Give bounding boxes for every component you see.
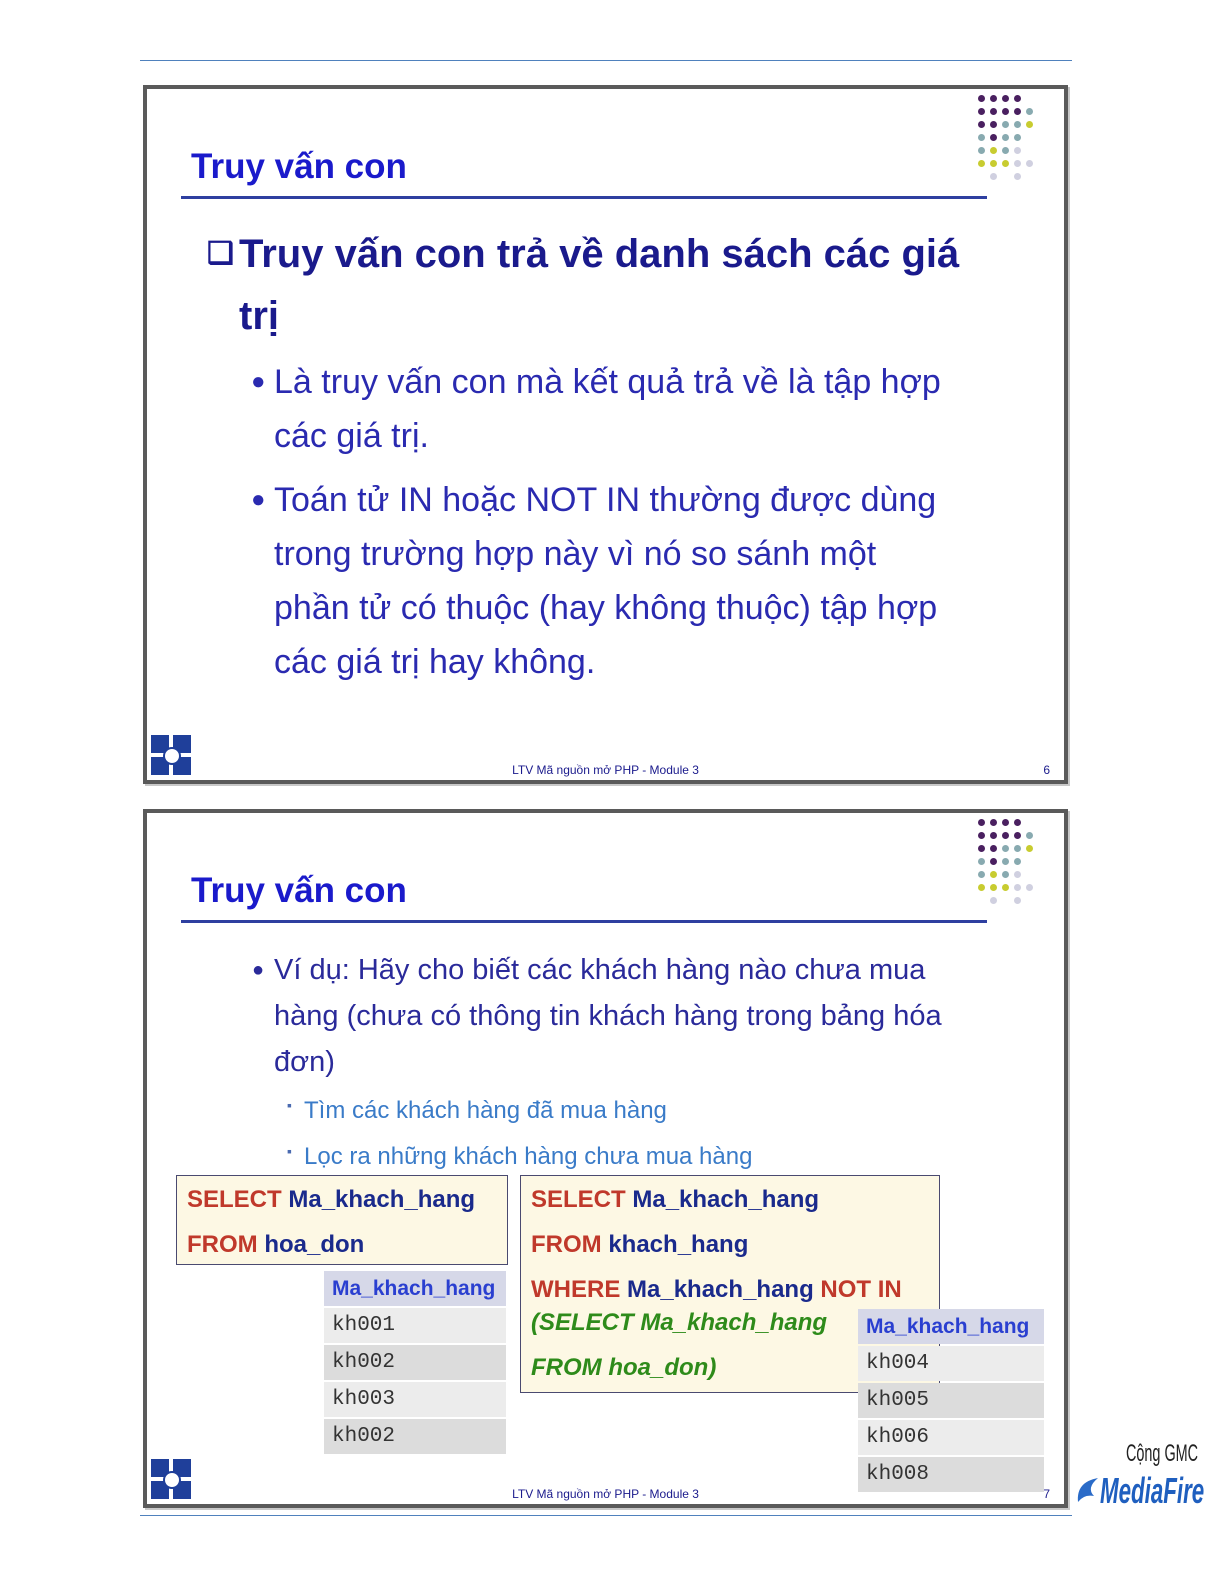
dot	[990, 147, 997, 154]
title-rule	[181, 920, 987, 923]
table-row: kh001	[324, 1308, 506, 1343]
sql-keyword: SELECT	[531, 1186, 626, 1213]
slide-footer: LTV Mã nguồn mở PHP - Module 3	[512, 763, 699, 777]
dot	[978, 134, 985, 141]
dot	[1002, 858, 1009, 865]
dot	[1002, 819, 1009, 826]
watermark-line-2: MediaFire	[1100, 1470, 1205, 1511]
dot	[1002, 95, 1009, 102]
dot	[1002, 871, 1009, 878]
dot	[1002, 121, 1009, 128]
subquery-line-2: FROM hoa_don)	[531, 1354, 717, 1381]
dot	[978, 845, 985, 852]
bullet-2-line-1: Toán tử IN hoặc NOT IN thường được dùng	[274, 481, 937, 519]
dot	[1002, 884, 1009, 891]
dot	[990, 819, 997, 826]
sql-identifier: Ma_khach_hang	[288, 1186, 476, 1213]
dot	[990, 871, 997, 878]
dot	[1014, 95, 1021, 102]
slide-7	[143, 809, 1068, 1508]
dot	[1026, 160, 1033, 167]
heading-line-2: trị	[239, 294, 279, 338]
table-row: kh008	[858, 1457, 1044, 1492]
bullet-2-line-2: trong trường hợp này vì nó so sánh một	[274, 535, 877, 573]
bullet-1-line-2: các giá trị.	[274, 417, 429, 455]
dot	[1002, 832, 1009, 839]
dot	[990, 832, 997, 839]
table-row: kh005	[858, 1383, 1044, 1418]
table-header: Ma_khach_hang	[324, 1271, 506, 1306]
table-header: Ma_khach_hang	[858, 1309, 1044, 1344]
heading-marker: ❑	[207, 237, 234, 270]
page-bottom-rule	[140, 1515, 1072, 1516]
dot	[990, 897, 997, 904]
bullet-2-line-4: các giá trị hay không.	[274, 643, 596, 681]
dot	[978, 884, 985, 891]
sub-marker: ▪	[287, 1143, 292, 1159]
code-box-left	[176, 1175, 508, 1265]
slide-footer: LTV Mã nguồn mở PHP - Module 3	[512, 1487, 699, 1501]
sql-identifier: khach_hang	[608, 1231, 749, 1258]
sql-identifier: Ma_khach_hang	[627, 1276, 814, 1303]
sub-marker: ▪	[287, 1097, 292, 1113]
sql-identifier: Ma_khach_hang	[632, 1186, 820, 1213]
bullet-marker: ●	[251, 486, 266, 513]
dot	[1002, 845, 1009, 852]
table-row: kh003	[324, 1382, 506, 1417]
subquery-line-1: (SELECT Ma_khach_hang	[531, 1309, 828, 1336]
dot	[990, 173, 997, 180]
page-number: 6	[1043, 763, 1050, 777]
sub-item-1: Tìm các khách hàng đã mua hàng	[304, 1097, 667, 1124]
page-number: 7	[1043, 1487, 1050, 1501]
slide-title: Truy vấn con	[191, 147, 407, 186]
sql-keyword: WHERE	[531, 1276, 621, 1303]
title-rule	[181, 196, 987, 199]
dot	[1014, 845, 1021, 852]
page-top-rule	[140, 60, 1072, 61]
table-row: kh006	[858, 1420, 1044, 1455]
dot	[978, 121, 985, 128]
example-line-2: hàng (chưa có thông tin khách hàng trong bảng hóa	[274, 1000, 942, 1032]
dot	[1014, 819, 1021, 826]
dot	[1026, 108, 1033, 115]
sql-keyword: FROM	[531, 1231, 602, 1258]
example-line-3: đơn)	[274, 1046, 335, 1078]
dot	[978, 858, 985, 865]
dot	[990, 858, 997, 865]
dot	[978, 108, 985, 115]
table-row: kh002	[324, 1345, 506, 1380]
dot	[1014, 173, 1021, 180]
dot	[1026, 884, 1033, 891]
example-line-1: Ví dụ: Hãy cho biết các khách hàng nào chưa mua	[274, 954, 926, 986]
mediafire-watermark-icon	[1072, 1440, 1212, 1540]
dot	[978, 95, 985, 102]
decorative-dots-icon	[978, 95, 1042, 191]
sql-keyword: NOT IN	[820, 1276, 902, 1303]
dot	[978, 160, 985, 167]
dot	[978, 819, 985, 826]
dot	[1014, 832, 1021, 839]
dot	[1014, 160, 1021, 167]
dot	[1014, 871, 1021, 878]
dot	[978, 832, 985, 839]
dot	[1002, 134, 1009, 141]
dot	[990, 884, 997, 891]
result-table-left	[324, 1271, 506, 1457]
dot	[1014, 897, 1021, 904]
dot	[1014, 134, 1021, 141]
watermark-line-1: Cộng GMC	[1125, 1440, 1198, 1467]
dot	[978, 871, 985, 878]
dot	[1002, 160, 1009, 167]
dot	[1014, 108, 1021, 115]
dot	[990, 95, 997, 102]
dot	[1014, 147, 1021, 154]
sql-keyword: FROM	[187, 1231, 258, 1258]
heading-line-1: Truy vấn con trả về danh sách các giá	[239, 232, 960, 276]
dot	[1026, 832, 1033, 839]
dot	[1026, 121, 1033, 128]
table-row: kh004	[858, 1346, 1044, 1381]
decorative-dots-icon	[978, 819, 1042, 915]
sql-identifier: hoa_don	[264, 1231, 365, 1258]
slide-6	[143, 85, 1068, 784]
example-marker: ●	[252, 959, 265, 981]
sub-item-2: Lọc ra những khách hàng chưa mua hàng	[304, 1143, 753, 1170]
bullet-marker: ●	[251, 368, 266, 395]
dot	[1026, 845, 1033, 852]
slide-title: Truy vấn con	[191, 871, 407, 910]
dot	[990, 108, 997, 115]
result-table-right	[858, 1309, 1044, 1495]
dot	[1002, 108, 1009, 115]
sql-keyword: SELECT	[187, 1186, 282, 1213]
dot	[978, 147, 985, 154]
dot	[1014, 884, 1021, 891]
dot	[990, 121, 997, 128]
table-row: kh002	[324, 1419, 506, 1454]
dot	[990, 160, 997, 167]
bullet-2-line-3: phần tử có thuộc (hay không thuộc) tập hợp	[274, 589, 938, 627]
dot	[1014, 858, 1021, 865]
dot	[1014, 121, 1021, 128]
dot	[1002, 147, 1009, 154]
dot	[990, 845, 997, 852]
bullet-1-line-1: Là truy vấn con mà kết quả trả về là tập hợp	[274, 363, 941, 401]
dot	[990, 134, 997, 141]
